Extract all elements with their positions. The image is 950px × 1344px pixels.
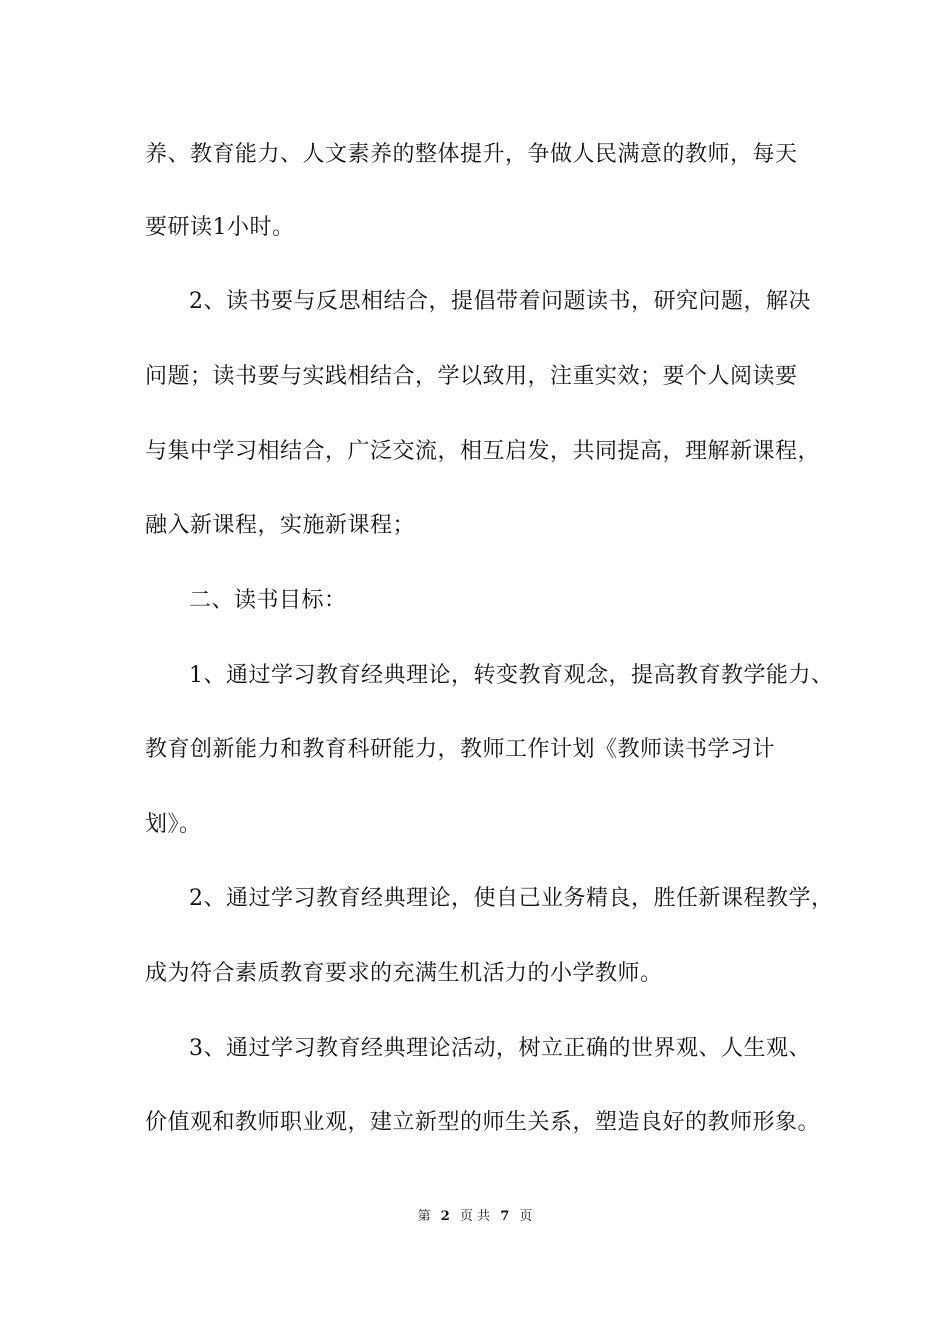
paragraph-start: 3、通过学习教育经典理论活动，树立正确的世界观、人生观、 — [189, 1036, 811, 1061]
paragraph-start: 2、通过学习教育经典理论，使自己业务精良，胜任新课程教学， — [189, 886, 834, 911]
text-line: 融入新课程，实施新课程； — [145, 513, 416, 538]
text-line: 教育创新能力和教育科研能力，教师工作计划《教师读书学习计 — [145, 737, 776, 762]
paragraph-start: 1、通过学习教育经典理论，转变教育观念，提高教育教学能力、 — [189, 663, 834, 688]
page-footer — [0, 1208, 950, 1226]
footer-suffix: 页 — [519, 1209, 533, 1224]
text-line: 要研读1小时。 — [145, 215, 295, 240]
footer-prefix: 第 — [417, 1209, 431, 1224]
text-line: 问题；读书要与实践相结合，学以致用，注重实效；要个人阅读要 — [145, 364, 798, 389]
text-line: 养、教育能力、人文素养的整体提升，争做人民满意的教师，每天 — [145, 142, 798, 167]
text-line: 划》。 — [145, 812, 202, 837]
current-page-number: 2 — [440, 1209, 450, 1224]
footer-middle: 页 共 — [459, 1209, 491, 1224]
text-line: 与集中学习相结合，广泛交流，相互启发，共同提高，理解新课程， — [145, 439, 821, 464]
text-line: 价值观和教师职业观，建立新型的师生关系，塑造良好的教师形象。 — [145, 1110, 821, 1135]
paragraph-start: 2、读书要与反思相结合，提倡带着问题读书，研究问题，解决 — [189, 289, 811, 314]
section-heading: 二、读书目标： — [189, 588, 347, 613]
total-pages-number: 7 — [500, 1209, 510, 1224]
text-line: 成为符合素质教育要求的充满生机活力的小学教师。 — [145, 961, 663, 986]
